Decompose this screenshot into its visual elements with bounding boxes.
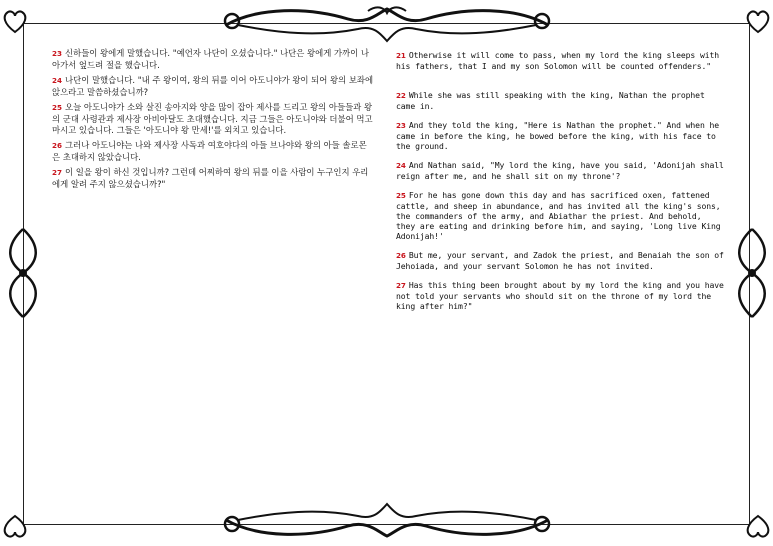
- verse-text: 나단이 말했습니다. "내 주 왕이여, 왕의 뒤를 이어 아도니야가 왕이 되어 왕의 보좌에 앉으라고 말씀하셨습니까?: [52, 75, 374, 97]
- verse-number: 25: [52, 103, 63, 113]
- verse-text: And they told the king, "Here is Nathan the prophet." And when he came in before the king, he bowed before the king, with his face to the ground.: [396, 120, 720, 151]
- bottom-scroll-ornament: [218, 498, 556, 542]
- verse-text: And Nathan said, "My lord the king, have you said, 'Adonijah shall reign after me, and he shall sit on my throne'?: [396, 160, 724, 181]
- english-text-column: [396, 50, 724, 320]
- verse: [52, 140, 374, 162]
- verse: [396, 120, 724, 151]
- verse-number: 27: [396, 281, 406, 290]
- verse-number: 21: [396, 51, 406, 60]
- verse: [396, 160, 724, 181]
- verse-number: 23: [396, 121, 406, 130]
- verse-text: 이 일을 왕이 하신 것입니까? 그런데 어찌하여 왕의 뒤를 이을 사람이 누구인지 우리에게 알려 주지 않으셨습니까?": [52, 167, 369, 189]
- verse: [52, 48, 374, 70]
- verse: [396, 190, 724, 241]
- verse-text: For he has gone down this day and has sacrificed oxen, fattened cattle, and sheep in abundance, and has invited all the king's sons, the commanders of the army, and Abiathar the priest. And behold, they are eating and drinking before him, and saying, 'Long live King Adonijah!': [396, 190, 721, 241]
- verse: [396, 280, 724, 311]
- verse-text: Has this thing been brought about by my lord the king and you have not told your servants who should sit on the throne of my lord the king after him?": [396, 280, 724, 311]
- corner-heart-icon: [743, 512, 773, 542]
- verse-number: 22: [396, 91, 406, 100]
- verse-text: 오늘 아도니야가 소와 살진 송아지와 양을 많이 잡아 제사를 드리고 왕의 아들들과 왕의 군대 사령관과 제사장 아비아달도 초대했습니다. 지금 그들은 아도니야와 더불어 먹고 마시고 있습니다. 그들은 '아도니야 왕 만세!'를 외치고 있습니다.: [52, 102, 373, 135]
- verse-number: 26: [52, 141, 63, 151]
- verse-number: 26: [396, 251, 406, 260]
- verse-text: While she was still speaking with the king, Nathan the prophet came in.: [396, 90, 705, 111]
- verse: [52, 167, 374, 189]
- verse-text: Otherwise it will come to pass, when my lord the king sleeps with his fathers, that I and my son Solomon will be counted offenders.": [396, 50, 720, 71]
- corner-heart-icon: [0, 512, 30, 542]
- verse: [396, 90, 724, 111]
- verse: [52, 75, 374, 97]
- right-scroll-ornament: [731, 225, 773, 321]
- verse-text: But me, your servant, and Zadok the priest, and Benaiah the son of Jehoiada, and your servant Solomon he has not invited.: [396, 250, 724, 271]
- verse-number: 27: [52, 168, 63, 178]
- verse: [52, 102, 374, 135]
- verse-number: 25: [396, 191, 406, 200]
- korean-text-column: [52, 48, 374, 195]
- left-scroll-ornament: [2, 225, 44, 321]
- verse: [396, 50, 724, 71]
- verse-number: 24: [52, 76, 63, 86]
- corner-heart-icon: [0, 6, 30, 36]
- verse: [396, 250, 724, 271]
- corner-heart-icon: [743, 6, 773, 36]
- top-scroll-ornament: [218, 3, 556, 47]
- verse-text: 신하들이 왕에게 말했습니다. "예언자 나단이 오셨습니다." 나단은 왕에게 가까이 나아가서 엎드려 절을 했습니다.: [52, 48, 369, 70]
- verse-number: 23: [52, 49, 63, 58]
- verse-number: 24: [396, 161, 406, 170]
- verse-text: 그러나 아도니야는 나와 제사장 사독과 여호야다의 아들 브나야와 왕의 아들 솔로몬은 초대하지 않았습니다.: [52, 140, 367, 162]
